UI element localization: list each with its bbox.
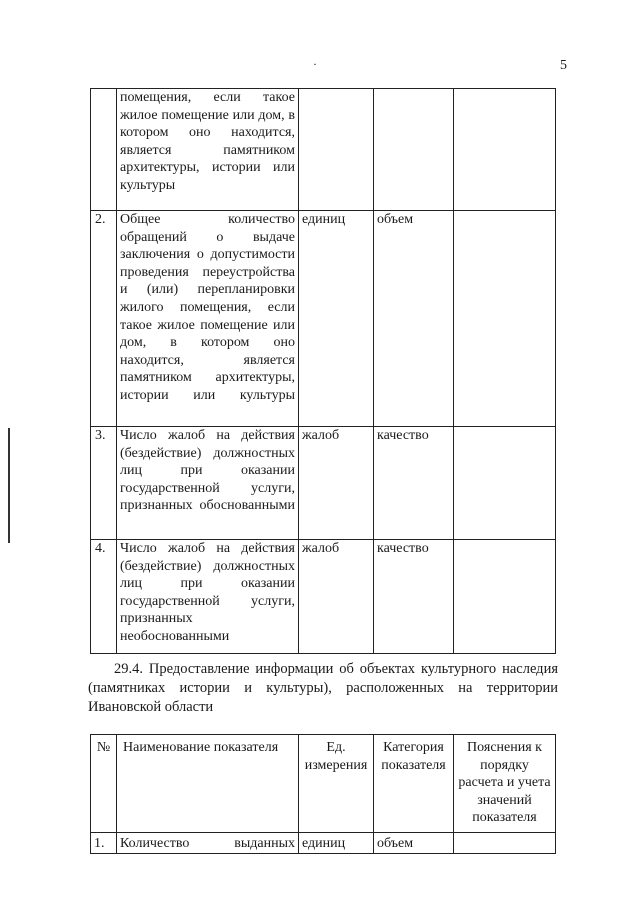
row-number: 3. <box>91 427 117 540</box>
row-number <box>91 89 117 211</box>
indicator-name: Количество выданных <box>117 833 299 854</box>
category-cell: объем <box>374 211 454 427</box>
header-category: Категория показателя <box>374 735 454 833</box>
unit-cell <box>299 89 374 211</box>
indicator-name: Число жалоб на действия (бездействие) должностных лиц при оказании государственной услуги, признанных обоснованными <box>117 427 299 540</box>
indicators-table-continued <box>90 88 556 654</box>
header-notes: Пояснения к порядку расчета и учета значений показателя <box>454 735 556 833</box>
header-indicator-name: Наименование показателя <box>117 735 299 833</box>
category-cell: объем <box>374 833 454 854</box>
table-row <box>91 211 556 427</box>
notes-cell <box>454 540 556 654</box>
indicator-name: помещения, если такое жилое помещение или дом, в котором оно находится, является памятником архитектуры, истории или культуры <box>117 89 299 211</box>
section-29-4-paragraph: 29.4. Предоставление информации об объектах культурного наследия (памятниках истории и культуры), расположенных на территории Ивановской области <box>88 661 558 715</box>
unit-cell: жалоб <box>299 540 374 654</box>
table-row <box>91 89 556 211</box>
top-mark: · <box>313 57 317 71</box>
scan-margin-mark <box>8 428 10 543</box>
indicator-name: Число жалоб на действия (бездействие) должностных лиц при оказании государственной услуги, признанных необоснованными <box>117 540 299 654</box>
header-number: № <box>91 735 117 833</box>
indicators-table <box>90 734 556 854</box>
table-row <box>91 540 556 654</box>
table-row <box>91 833 556 854</box>
notes-cell <box>454 89 556 211</box>
unit-cell: единиц <box>299 211 374 427</box>
header-unit: Ед. измерения <box>299 735 374 833</box>
notes-cell <box>454 211 556 427</box>
table-header-row <box>91 735 556 833</box>
row-number: 2. <box>91 211 117 427</box>
table-row <box>91 427 556 540</box>
notes-cell <box>454 427 556 540</box>
unit-cell: единиц <box>299 833 374 854</box>
notes-cell <box>454 833 556 854</box>
category-cell <box>374 89 454 211</box>
category-cell: качество <box>374 540 454 654</box>
category-cell: качество <box>374 427 454 540</box>
page-number: 5 <box>560 58 567 73</box>
indicator-name: Общее количество обращений о выдаче заключения о допустимости проведения переустройства и (или) перепланировки жилого помещения, если такое жилое помещение или дом, в котором оно находится, является памятником архитектуры, истории или культуры <box>117 211 299 427</box>
row-number: 4. <box>91 540 117 654</box>
row-number: 1. <box>91 833 117 854</box>
unit-cell: жалоб <box>299 427 374 540</box>
